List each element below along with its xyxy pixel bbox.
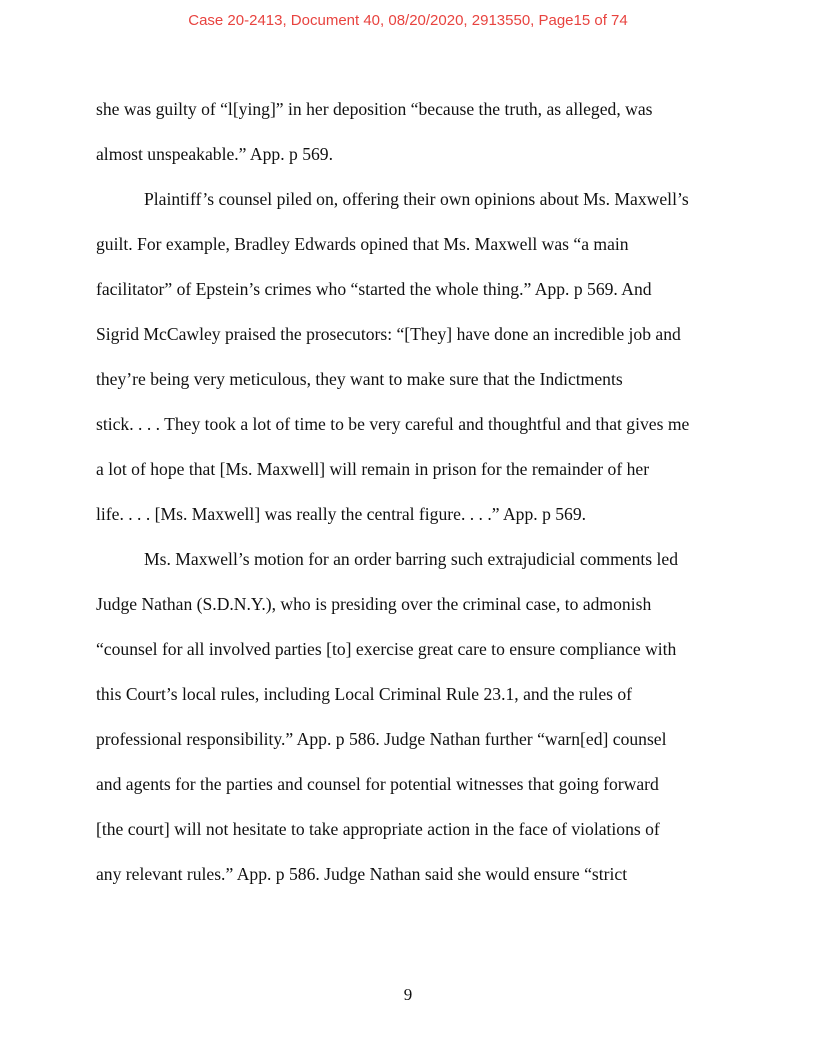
text-line: this Court’s local rules, including Local Criminal Rule 23.1, and the rules of	[96, 684, 633, 704]
text-line: guilt. For example, Bradley Edwards opined that Ms. Maxwell was “a main	[96, 234, 629, 254]
text-line: Sigrid McCawley praised the prosecutors: “[They] have done an incredible job and	[96, 324, 681, 344]
text-line: almost unspeakable.” App. p 569.	[96, 144, 333, 164]
text-line: [the court] will not hesitate to take appropriate action in the face of violations of	[96, 819, 660, 839]
text-line: any relevant rules.” App. p 586. Judge Nathan said she would ensure “strict	[96, 864, 628, 884]
text-line: she was guilty of “l[ying]” in her deposition “because the truth, as alleged, was	[96, 99, 653, 119]
case-header-stamp: Case 20-2413, Document 40, 08/20/2020, 2913550, Page15 of 74	[188, 12, 628, 29]
text-line: they’re being very meticulous, they want to make sure that the Indictments	[96, 369, 623, 389]
text-line: and agents for the parties and counsel for potential witnesses that going forward	[96, 774, 659, 794]
paragraph-start-line: Plaintiff’s counsel piled on, offering their own opinions about Ms. Maxwell’s	[144, 189, 689, 209]
text-line: life. . . . [Ms. Maxwell] was really the central figure. . . .” App. p 569.	[96, 504, 587, 524]
text-line: professional responsibility.” App. p 586. Judge Nathan further “warn[ed] counsel	[96, 729, 667, 749]
text-line: facilitator” of Epstein’s crimes who “started the whole thing.” App. p 569. And	[96, 279, 652, 299]
paragraph-start-line: Ms. Maxwell’s motion for an order barring such extrajudicial comments led	[144, 549, 679, 569]
page-number: 9	[403, 985, 413, 1004]
text-line: a lot of hope that [Ms. Maxwell] will remain in prison for the remainder of her	[96, 459, 650, 479]
text-line: “counsel for all involved parties [to] exercise great care to ensure compliance with	[96, 639, 677, 659]
text-line: stick. . . . They took a lot of time to be very careful and thoughtful and that gives me	[96, 414, 690, 434]
text-line: Judge Nathan (S.D.N.Y.), who is presiding over the criminal case, to admonish	[96, 594, 652, 614]
document-body	[96, 90, 726, 900]
